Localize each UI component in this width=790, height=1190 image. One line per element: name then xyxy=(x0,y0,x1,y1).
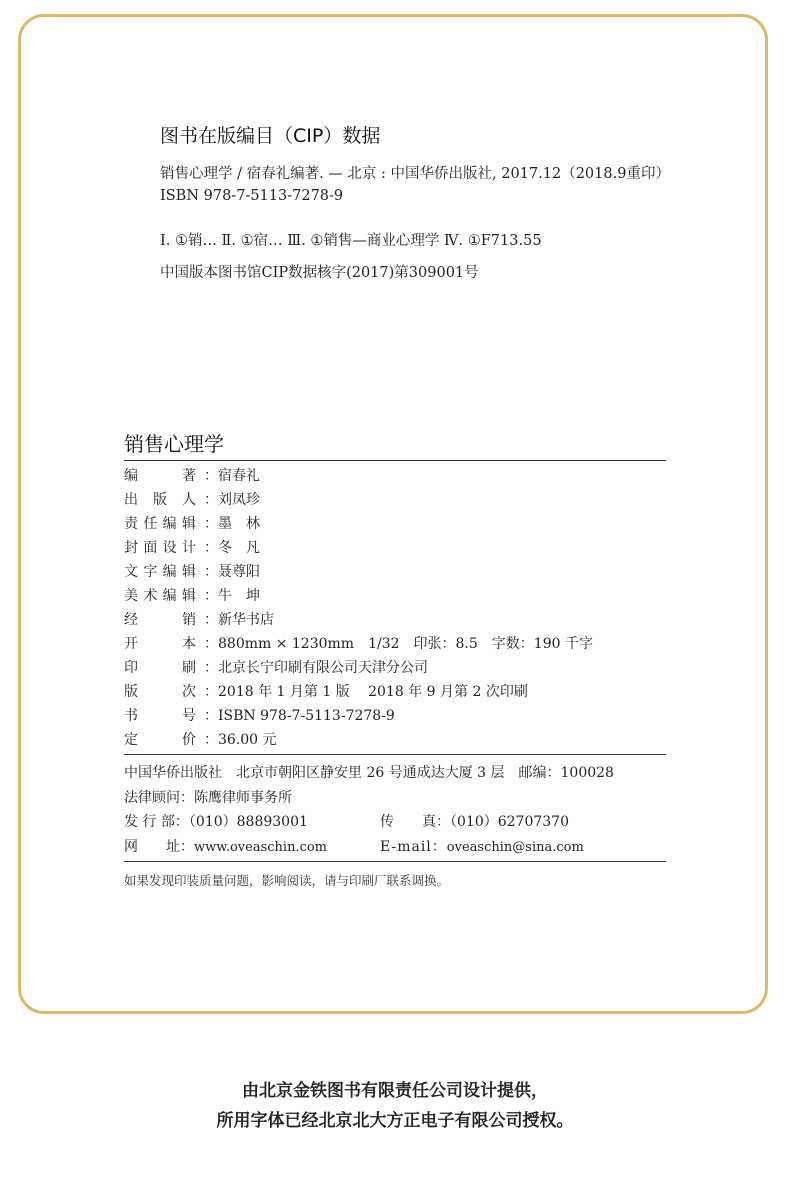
info-label: 书号 xyxy=(124,708,196,724)
info-value: 牛 坤 xyxy=(218,588,260,604)
info-row xyxy=(124,705,395,727)
info-label: 版次 xyxy=(124,684,196,700)
cip-title: 图书在版编目（CIP）数据 xyxy=(160,125,381,147)
cip-line-1: 销售心理学 / 宿春礼编著. — 北京 : 中国华侨出版社, 2017.12（2018.9重印） xyxy=(160,166,670,182)
info-row xyxy=(124,537,260,559)
cip-line-3: Ⅰ. ①销… Ⅱ. ①宿… Ⅲ. ①销售—商业心理学 Ⅳ. ①F713.55 xyxy=(160,233,542,249)
info-value: 刘凤珍 xyxy=(218,492,260,508)
website xyxy=(124,836,327,856)
dept-phone: （010）88893001 xyxy=(188,814,308,830)
info-label: 编著 xyxy=(124,468,196,484)
fax-number: （010）62707370 xyxy=(450,814,569,830)
info-value: 北京长宁印刷有限公司天津分公司 xyxy=(218,660,428,676)
info-label: 定价 xyxy=(124,732,196,748)
book-title: 销售心理学 xyxy=(124,432,224,456)
info-row xyxy=(124,657,428,679)
info-label: 责任编辑 xyxy=(124,516,196,532)
info-value: 宿春礼 xyxy=(218,468,260,484)
info-colon: ： xyxy=(204,564,218,580)
web-label: 网 址： xyxy=(124,839,194,855)
cip-line-2: ISBN 978-7-5113-7278-9 xyxy=(160,188,344,204)
info-row xyxy=(124,633,593,655)
info-colon: ： xyxy=(204,492,218,508)
info-colon: ： xyxy=(204,684,218,700)
info-label: 出版人 xyxy=(124,492,196,508)
divider xyxy=(124,460,666,461)
legal-advisor: 法律顾问：陈鹰律师事务所 xyxy=(124,790,292,806)
info-colon: ： xyxy=(204,660,218,676)
info-value: 聂尊阳 xyxy=(218,564,260,580)
info-value: 新华书店 xyxy=(218,612,274,628)
distribution-dept xyxy=(124,811,308,831)
info-row xyxy=(124,729,277,751)
info-colon: ： xyxy=(204,540,218,556)
divider xyxy=(124,754,666,755)
info-colon: ： xyxy=(204,636,218,652)
info-label: 印刷 xyxy=(124,660,196,676)
dept-label: 发 行 部： xyxy=(124,814,189,830)
info-row xyxy=(124,513,260,535)
fax-label: 传 真： xyxy=(380,814,450,830)
info-label: 开本 xyxy=(124,636,196,652)
info-row xyxy=(124,585,260,607)
info-label: 经销 xyxy=(124,612,196,628)
info-colon: ： xyxy=(204,588,218,604)
email xyxy=(380,836,584,856)
info-label: 封面设计 xyxy=(124,540,196,556)
info-label: 文字编辑 xyxy=(124,564,196,580)
info-colon: ： xyxy=(204,708,218,724)
info-row xyxy=(124,465,260,487)
info-colon: ： xyxy=(204,732,218,748)
info-label: 美术编辑 xyxy=(124,588,196,604)
email-label: E-mail： xyxy=(380,839,447,855)
divider xyxy=(124,861,666,862)
info-colon: ： xyxy=(204,468,218,484)
email-address: oveaschin@sina.com xyxy=(446,840,584,855)
info-colon: ： xyxy=(204,516,218,532)
web-url: www.oveaschin.com xyxy=(194,840,328,855)
info-value: ISBN 978-7-5113-7278-9 xyxy=(218,708,395,724)
footer-line-1: 由北京金铁图书有限责任公司设计提供， xyxy=(242,1081,548,1101)
publisher-address: 中国华侨出版社 北京市朝阳区静安里 26 号通成达大厦 3 层 邮编：100028 xyxy=(124,765,614,781)
quality-notice: 如果发现印装质量问题，影响阅读，请与印刷厂联系调换。 xyxy=(124,873,450,888)
info-row xyxy=(124,609,274,631)
info-row xyxy=(124,681,528,703)
info-colon: ： xyxy=(204,612,218,628)
info-row xyxy=(124,489,260,511)
info-value: 880mm × 1230mm 1/32 印张：8.5 字数：190 千字 xyxy=(218,636,593,652)
info-value: 36.00 元 xyxy=(218,732,277,748)
footer-line-2: 所用字体已经北京北大方正电子有限公司授权。 xyxy=(216,1111,574,1131)
fax xyxy=(380,811,569,831)
info-value: 冬 凡 xyxy=(218,540,260,556)
info-value: 墨 林 xyxy=(218,516,260,532)
cip-line-4: 中国版本图书馆CIP数据核字(2017)第309001号 xyxy=(160,265,479,281)
info-value: 2018 年 1 月第 1 版 2018 年 9 月第 2 次印刷 xyxy=(218,684,528,700)
info-row xyxy=(124,561,260,583)
